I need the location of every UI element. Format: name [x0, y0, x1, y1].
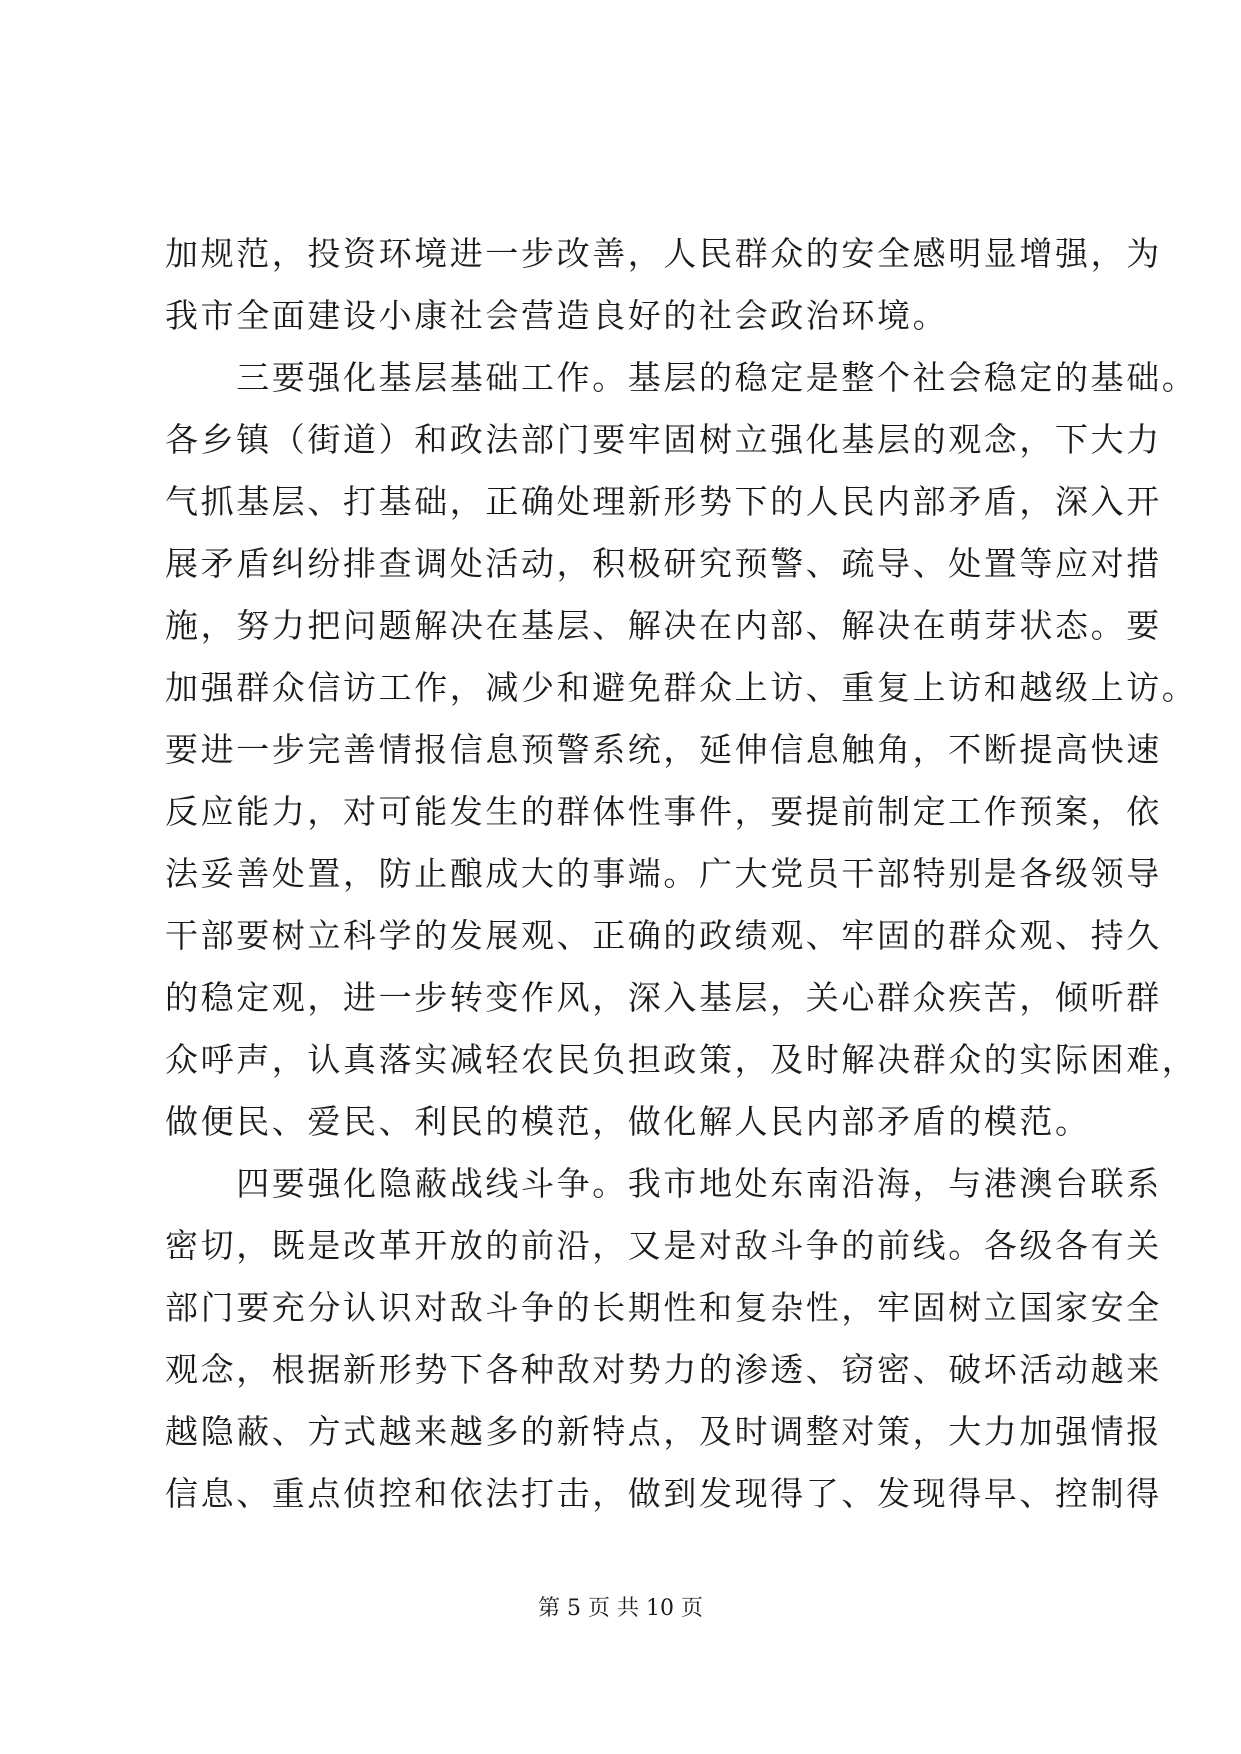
- text-line: 干部要树立科学的发展观、正确的政绩观、牢固的群众观、持久: [165, 916, 1162, 955]
- text-line: 展矛盾纠纷排查调处活动，积极研究预警、疏导、处置等应对措: [165, 544, 1162, 583]
- text-line: 气抓基层、打基础，正确处理新形势下的人民内部矛盾，深入开: [165, 482, 1162, 521]
- text-line: 施，努力把问题解决在基层、解决在内部、解决在萌芽状态。要: [165, 606, 1162, 645]
- body-text: [165, 223, 1198, 1525]
- text-line: 众呼声，认真落实减轻农民负担政策，及时解决群众的实际困难，: [165, 1040, 1198, 1079]
- text-line: 法妥善处置，防止酿成大的事端。广大党员干部特别是各级领导: [165, 854, 1162, 893]
- text-line: 我市全面建设小康社会营造良好的社会政治环境。: [165, 296, 949, 335]
- page-number-footer: 第 5 页 共 10 页: [538, 1596, 703, 1621]
- text-line: 越隐蔽、方式越来越多的新特点，及时调整对策，大力加强情报: [165, 1412, 1162, 1451]
- text-line: 的稳定观，进一步转变作风，深入基层，关心群众疾苦，倾听群: [165, 978, 1162, 1017]
- text-line: 加强群众信访工作，减少和避免群众上访、重复上访和越级上访。: [165, 668, 1198, 707]
- text-line: 加规范，投资环境进一步改善，人民群众的安全感明显增强，为: [165, 234, 1162, 273]
- text-line: 密切，既是改革开放的前沿，又是对敌斗争的前线。各级各有关: [165, 1226, 1162, 1265]
- text-line: 做便民、爱民、利民的模范，做化解人民内部矛盾的模范。: [165, 1102, 1091, 1141]
- text-line: 部门要充分认识对敌斗争的长期性和复杂性，牢固树立国家安全: [165, 1288, 1162, 1327]
- text-line: 各乡镇（街道）和政法部门要牢固树立强化基层的观念，下大力: [165, 420, 1162, 459]
- text-line: 观念，根据新形势下各种敌对势力的渗透、窃密、破坏活动越来: [165, 1350, 1162, 1389]
- text-line: 四要强化隐蔽战线斗争。我市地处东南沿海，与港澳台联系: [165, 1164, 1162, 1203]
- text-line: 反应能力，对可能发生的群体性事件，要提前制定工作预案，依: [165, 792, 1162, 831]
- text-line: 信息、重点侦控和依法打击，做到发现得了、发现得早、控制得: [165, 1474, 1162, 1513]
- text-line: 三要强化基层基础工作。基层的稳定是整个社会稳定的基础。: [165, 358, 1198, 397]
- text-line: 要进一步完善情报信息预警系统，延伸信息触角，不断提高快速: [165, 730, 1162, 769]
